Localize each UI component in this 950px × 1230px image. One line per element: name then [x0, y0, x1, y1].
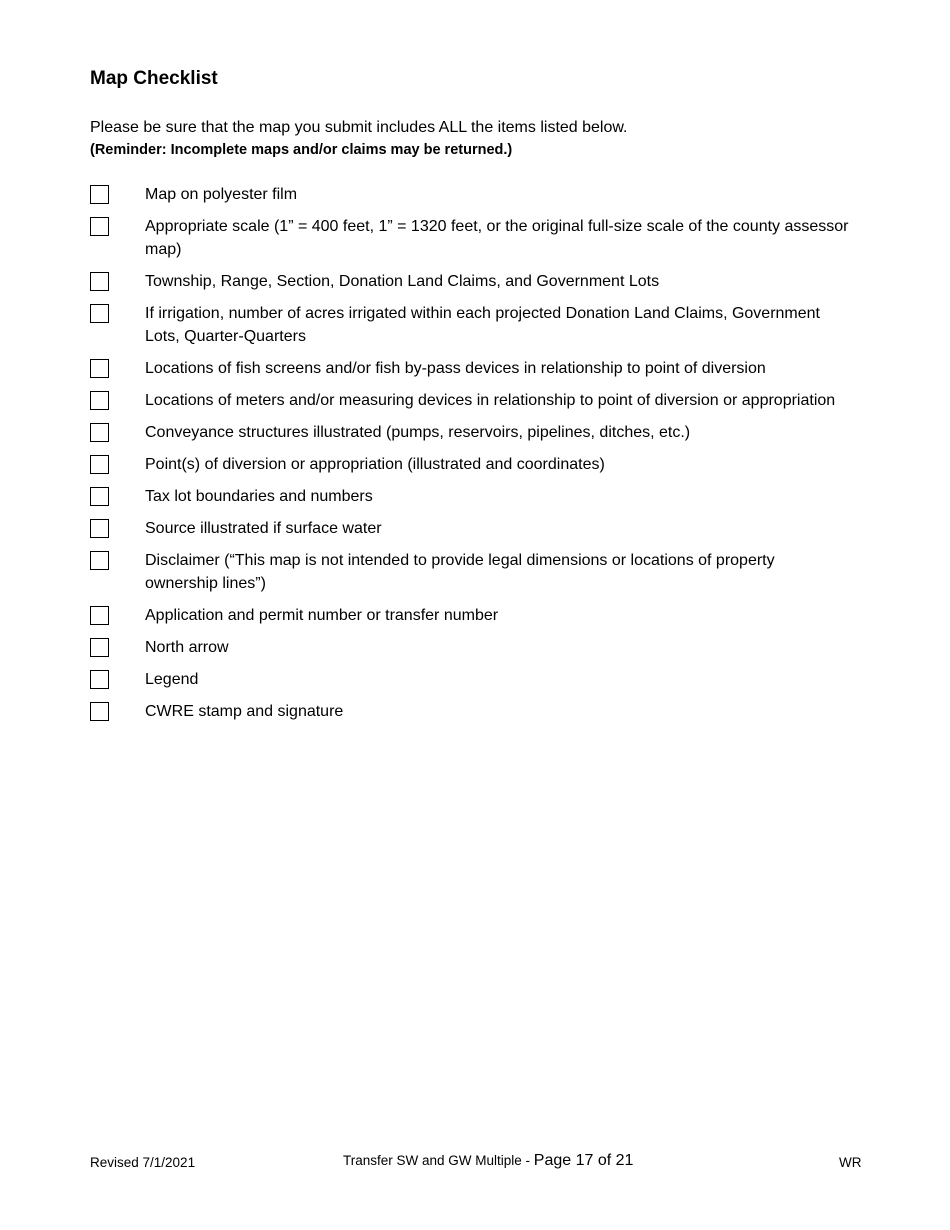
reminder-text: (Reminder: Incomplete maps and/or claims may be returned.) — [90, 142, 513, 158]
checklist-item — [90, 604, 850, 627]
checklist-item — [90, 517, 850, 540]
checklist-item-label: Locations of fish screens and/or fish by-pass devices in relationship to point of diversion — [145, 360, 766, 377]
checklist-item-label: Point(s) of diversion or appropriation (illustrated and coordinates) — [145, 456, 605, 473]
checklist-item — [90, 549, 850, 595]
checklist-item-label: Tax lot boundaries and numbers — [145, 488, 373, 505]
form-code: WR — [839, 1155, 862, 1170]
checklist-item — [90, 302, 850, 348]
checkbox[interactable] — [90, 217, 109, 236]
checklist-item — [90, 389, 850, 412]
checkbox[interactable] — [90, 391, 109, 410]
checklist-item-label: Map on polyester film — [145, 186, 298, 203]
form-name: Transfer SW and GW Multiple - — [343, 1153, 534, 1168]
checkbox[interactable] — [90, 359, 109, 378]
page-number: Page 17 of 21 — [533, 1152, 634, 1169]
checklist-item-label: Township, Range, Section, Donation Land Claims, and Government Lots — [145, 273, 660, 290]
checklist-item-label: If irrigation, number of acres irrigated within each projected Donation Land Claims, Government Lots, Quarter-Quarters — [145, 305, 820, 345]
checklist-item-label: Conveyance structures illustrated (pumps, reservoirs, pipelines, ditches, etc.) — [145, 424, 691, 441]
checklist-item — [90, 485, 850, 508]
checklist-item-label: CWRE stamp and signature — [145, 703, 344, 720]
page-title: Map Checklist — [90, 68, 218, 89]
checkbox[interactable] — [90, 455, 109, 474]
checklist-item-label: North arrow — [145, 639, 229, 656]
checklist-item-label: Appropriate scale (1” = 400 feet, 1” = 1320 feet, or the original full-size scale of the county assessor map) — [145, 218, 849, 258]
checkbox[interactable] — [90, 487, 109, 506]
checkbox[interactable] — [90, 670, 109, 689]
checklist-item — [90, 636, 850, 659]
checklist-item-label: Locations of meters and/or measuring devices in relationship to point of diversion or appropriation — [145, 392, 836, 409]
checkbox[interactable] — [90, 638, 109, 657]
checklist-item — [90, 453, 850, 476]
checkbox[interactable] — [90, 519, 109, 538]
checklist-item — [90, 215, 850, 261]
intro-text: Please be sure that the map you submit includes ALL the items listed below. — [90, 119, 628, 136]
checklist-item — [90, 700, 850, 723]
checklist-item-label: Legend — [145, 671, 199, 688]
footer-center — [343, 1152, 633, 1170]
checklist-item-label: Disclaimer (“This map is not intended to provide legal dimensions or locations of property ownership lines”) — [145, 552, 775, 592]
map-checklist — [90, 183, 850, 732]
checkbox[interactable] — [90, 606, 109, 625]
page-footer — [0, 1152, 950, 1176]
checklist-item — [90, 270, 850, 293]
checklist-item — [90, 357, 850, 380]
checkbox[interactable] — [90, 423, 109, 442]
checklist-item-label: Application and permit number or transfer number — [145, 607, 499, 624]
checklist-item — [90, 668, 850, 691]
checkbox[interactable] — [90, 272, 109, 291]
checkbox[interactable] — [90, 551, 109, 570]
checklist-item — [90, 183, 850, 206]
checkbox[interactable] — [90, 304, 109, 323]
checklist-item-label: Source illustrated if surface water — [145, 520, 382, 537]
revised-date: Revised 7/1/2021 — [90, 1155, 196, 1170]
checklist-item — [90, 421, 850, 444]
checkbox[interactable] — [90, 702, 109, 721]
checkbox[interactable] — [90, 185, 109, 204]
